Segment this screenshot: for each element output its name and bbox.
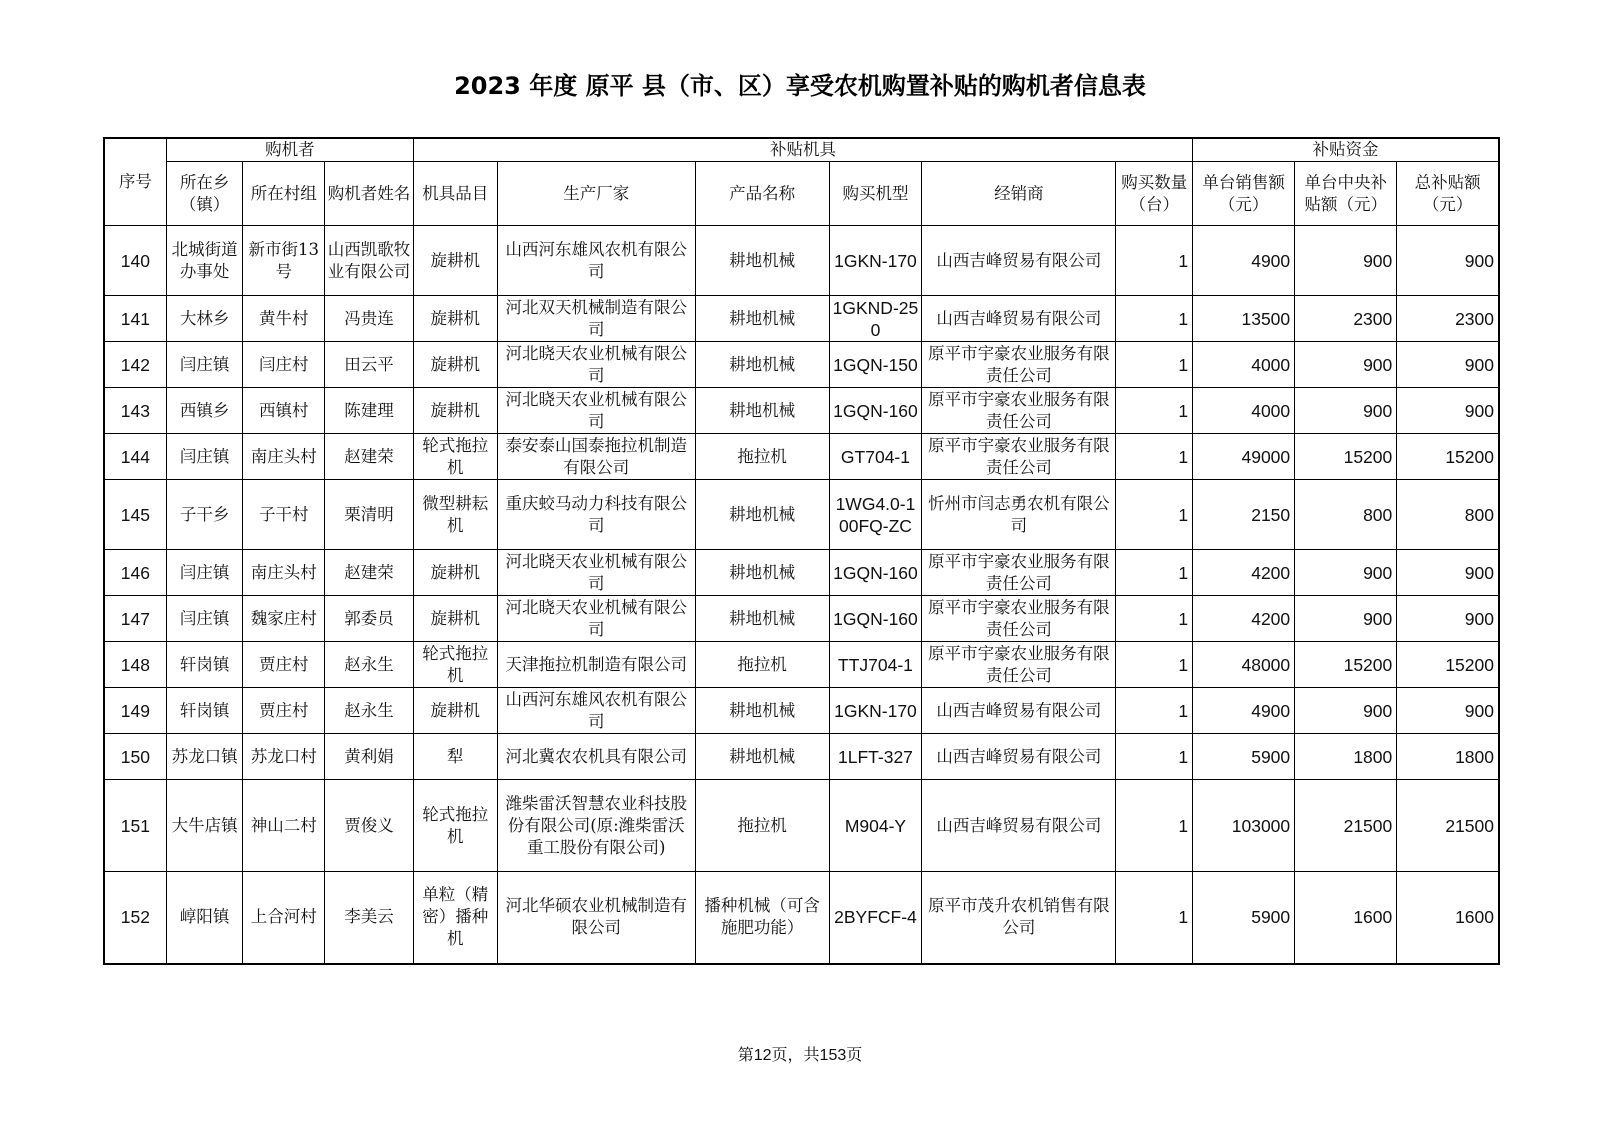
cell-dealer: 原平市宇豪农业服务有限责任公司 xyxy=(922,550,1116,596)
cell-model: GT704-1 xyxy=(829,434,922,480)
cell-seq: 142 xyxy=(104,342,166,388)
cell-buyer: 陈建理 xyxy=(325,388,414,434)
cell-manufacturer: 河北华硕农业机械制造有限公司 xyxy=(497,872,695,964)
cell-total: 15200 xyxy=(1397,642,1499,688)
cell-category: 旋耕机 xyxy=(413,688,497,734)
cell-manufacturer: 泰安泰山国泰拖拉机制造有限公司 xyxy=(497,434,695,480)
page-title: 2023 年度 原平 县（市、区）享受农机购置补贴的购机者信息表 xyxy=(454,72,1146,100)
cell-town: 大牛店镇 xyxy=(166,780,243,872)
cell-total: 900 xyxy=(1397,596,1499,642)
cell-seq: 148 xyxy=(104,642,166,688)
cell-qty: 1 xyxy=(1116,596,1193,642)
cell-qty: 1 xyxy=(1116,480,1193,550)
cell-central: 1800 xyxy=(1295,734,1397,780)
cell-village: 魏家庄村 xyxy=(243,596,325,642)
cell-buyer: 田云平 xyxy=(325,342,414,388)
cell-seq: 152 xyxy=(104,872,166,964)
cell-product: 耕地机械 xyxy=(695,734,829,780)
cell-village: 黄牛村 xyxy=(243,296,325,342)
cell-buyer: 赵建荣 xyxy=(325,434,414,480)
cell-price: 4000 xyxy=(1193,388,1295,434)
cell-central: 1600 xyxy=(1295,872,1397,964)
cell-town: 闫庄镇 xyxy=(166,550,243,596)
footer-suffix: 页 xyxy=(846,1045,863,1064)
cell-town: 闫庄镇 xyxy=(166,434,243,480)
cell-product: 耕地机械 xyxy=(695,226,829,296)
cell-qty: 1 xyxy=(1116,296,1193,342)
cell-village: 苏龙口村 xyxy=(243,734,325,780)
header-category: 机具品目 xyxy=(413,162,497,226)
cell-category: 旋耕机 xyxy=(413,296,497,342)
cell-price: 4900 xyxy=(1193,688,1295,734)
table-row xyxy=(104,434,1499,480)
cell-product: 耕地机械 xyxy=(695,388,829,434)
cell-buyer: 郭委员 xyxy=(325,596,414,642)
cell-model: 2BYFCF-4 xyxy=(829,872,922,964)
cell-dealer: 山西吉峰贸易有限公司 xyxy=(922,226,1116,296)
cell-village: 神山二村 xyxy=(243,780,325,872)
cell-category: 微型耕耘机 xyxy=(413,480,497,550)
cell-central: 800 xyxy=(1295,480,1397,550)
cell-product: 耕地机械 xyxy=(695,596,829,642)
header-group-buyer: 购机者 xyxy=(166,138,413,162)
cell-town: 子干乡 xyxy=(166,480,243,550)
cell-model: 1GQN-160 xyxy=(829,550,922,596)
cell-dealer: 原平市茂升农机销售有限公司 xyxy=(922,872,1116,964)
header-model: 购买机型 xyxy=(829,162,922,226)
header-qty: 购买数量（台） xyxy=(1116,162,1193,226)
table-row xyxy=(104,550,1499,596)
cell-manufacturer: 河北双天机械制造有限公司 xyxy=(497,296,695,342)
cell-town: 大林乡 xyxy=(166,296,243,342)
header-group-funds: 补贴资金 xyxy=(1193,138,1499,162)
cell-qty: 1 xyxy=(1116,226,1193,296)
footer-prefix: 第 xyxy=(737,1045,754,1064)
cell-village: 上合河村 xyxy=(243,872,325,964)
cell-manufacturer: 河北晓天农业机械有限公司 xyxy=(497,550,695,596)
cell-village: 南庄头村 xyxy=(243,550,325,596)
table-row xyxy=(104,296,1499,342)
buyer-info-table xyxy=(103,137,1500,965)
cell-total: 900 xyxy=(1397,342,1499,388)
cell-category: 旋耕机 xyxy=(413,388,497,434)
cell-model: 1WG4.0-100FQ-ZC xyxy=(829,480,922,550)
cell-model: M904-Y xyxy=(829,780,922,872)
cell-manufacturer: 天津拖拉机制造有限公司 xyxy=(497,642,695,688)
cell-model: 1GQN-160 xyxy=(829,388,922,434)
cell-village: 新市街13号 xyxy=(243,226,325,296)
cell-total: 21500 xyxy=(1397,780,1499,872)
page-footer xyxy=(0,1042,1600,1065)
cell-model: 1GQN-150 xyxy=(829,342,922,388)
cell-town: 轩岗镇 xyxy=(166,642,243,688)
cell-product: 耕地机械 xyxy=(695,688,829,734)
cell-model: 1GKND-250 xyxy=(829,296,922,342)
cell-manufacturer: 河北晓天农业机械有限公司 xyxy=(497,342,695,388)
cell-seq: 147 xyxy=(104,596,166,642)
cell-total: 2300 xyxy=(1397,296,1499,342)
header-total: 总补贴额（元） xyxy=(1397,162,1499,226)
cell-dealer: 原平市宇豪农业服务有限责任公司 xyxy=(922,642,1116,688)
cell-product: 拖拉机 xyxy=(695,642,829,688)
cell-price: 4900 xyxy=(1193,226,1295,296)
header-buyer: 购机者姓名 xyxy=(325,162,414,226)
cell-model: TTJ704-1 xyxy=(829,642,922,688)
footer-middle: 页，共 xyxy=(771,1045,820,1064)
cell-total: 1600 xyxy=(1397,872,1499,964)
cell-price: 48000 xyxy=(1193,642,1295,688)
cell-central: 900 xyxy=(1295,596,1397,642)
cell-price: 4000 xyxy=(1193,342,1295,388)
cell-product: 耕地机械 xyxy=(695,480,829,550)
cell-town: 轩岗镇 xyxy=(166,688,243,734)
cell-seq: 145 xyxy=(104,480,166,550)
cell-dealer: 原平市宇豪农业服务有限责任公司 xyxy=(922,388,1116,434)
cell-village: 子干村 xyxy=(243,480,325,550)
cell-qty: 1 xyxy=(1116,434,1193,480)
cell-town: 崞阳镇 xyxy=(166,872,243,964)
cell-category: 旋耕机 xyxy=(413,550,497,596)
cell-qty: 1 xyxy=(1116,388,1193,434)
cell-town: 北城街道办事处 xyxy=(166,226,243,296)
table-row xyxy=(104,872,1499,964)
cell-seq: 140 xyxy=(104,226,166,296)
table-row xyxy=(104,596,1499,642)
cell-total: 900 xyxy=(1397,688,1499,734)
cell-qty: 1 xyxy=(1116,734,1193,780)
cell-product: 播种机械（可含施肥功能） xyxy=(695,872,829,964)
cell-product: 耕地机械 xyxy=(695,342,829,388)
cell-town: 苏龙口镇 xyxy=(166,734,243,780)
cell-central: 2300 xyxy=(1295,296,1397,342)
cell-manufacturer: 潍柴雷沃智慧农业科技股份有限公司(原:潍柴雷沃重工股份有限公司) xyxy=(497,780,695,872)
header-seq: 序号 xyxy=(104,138,166,226)
header-dealer: 经销商 xyxy=(922,162,1116,226)
cell-buyer: 赵永生 xyxy=(325,688,414,734)
cell-model: 1GKN-170 xyxy=(829,688,922,734)
footer-page-number: 12 xyxy=(753,1047,772,1064)
cell-product: 拖拉机 xyxy=(695,434,829,480)
cell-town: 闫庄镇 xyxy=(166,342,243,388)
cell-category: 旋耕机 xyxy=(413,596,497,642)
cell-manufacturer: 河北晓天农业机械有限公司 xyxy=(497,388,695,434)
header-town: 所在乡（镇） xyxy=(166,162,243,226)
cell-price: 103000 xyxy=(1193,780,1295,872)
table-row xyxy=(104,226,1499,296)
cell-price: 4200 xyxy=(1193,550,1295,596)
cell-product: 耕地机械 xyxy=(695,550,829,596)
cell-buyer: 赵建荣 xyxy=(325,550,414,596)
cell-total: 900 xyxy=(1397,226,1499,296)
cell-town: 闫庄镇 xyxy=(166,596,243,642)
header-central: 单台中央补贴额（元） xyxy=(1295,162,1397,226)
cell-category: 旋耕机 xyxy=(413,226,497,296)
cell-qty: 1 xyxy=(1116,688,1193,734)
cell-manufacturer: 河北冀农农机具有限公司 xyxy=(497,734,695,780)
cell-qty: 1 xyxy=(1116,872,1193,964)
cell-dealer: 山西吉峰贸易有限公司 xyxy=(922,688,1116,734)
cell-central: 15200 xyxy=(1295,642,1397,688)
cell-category: 轮式拖拉机 xyxy=(413,642,497,688)
cell-dealer: 原平市宇豪农业服务有限责任公司 xyxy=(922,342,1116,388)
cell-total: 1800 xyxy=(1397,734,1499,780)
table-body xyxy=(104,226,1499,964)
cell-central: 900 xyxy=(1295,342,1397,388)
table-row xyxy=(104,780,1499,872)
cell-price: 4200 xyxy=(1193,596,1295,642)
cell-central: 21500 xyxy=(1295,780,1397,872)
cell-village: 南庄头村 xyxy=(243,434,325,480)
cell-village: 贾庄村 xyxy=(243,642,325,688)
cell-village: 贾庄村 xyxy=(243,688,325,734)
cell-model: 1GKN-170 xyxy=(829,226,922,296)
cell-buyer: 山西凯歌牧业有限公司 xyxy=(325,226,414,296)
cell-dealer: 忻州市闫志勇农机有限公司 xyxy=(922,480,1116,550)
cell-central: 900 xyxy=(1295,388,1397,434)
cell-central: 900 xyxy=(1295,226,1397,296)
cell-total: 900 xyxy=(1397,388,1499,434)
table-row xyxy=(104,688,1499,734)
header-village: 所在村组 xyxy=(243,162,325,226)
cell-price: 49000 xyxy=(1193,434,1295,480)
cell-seq: 151 xyxy=(104,780,166,872)
cell-manufacturer: 河北晓天农业机械有限公司 xyxy=(497,596,695,642)
cell-price: 5900 xyxy=(1193,872,1295,964)
cell-model: 1LFT-327 xyxy=(829,734,922,780)
cell-total: 15200 xyxy=(1397,434,1499,480)
cell-category: 轮式拖拉机 xyxy=(413,434,497,480)
cell-buyer: 黄利娟 xyxy=(325,734,414,780)
cell-dealer: 山西吉峰贸易有限公司 xyxy=(922,780,1116,872)
cell-seq: 146 xyxy=(104,550,166,596)
cell-dealer: 山西吉峰贸易有限公司 xyxy=(922,296,1116,342)
cell-qty: 1 xyxy=(1116,342,1193,388)
cell-seq: 149 xyxy=(104,688,166,734)
cell-price: 5900 xyxy=(1193,734,1295,780)
cell-central: 900 xyxy=(1295,550,1397,596)
cell-qty: 1 xyxy=(1116,642,1193,688)
cell-manufacturer: 山西河东雄风农机有限公司 xyxy=(497,688,695,734)
cell-buyer: 赵永生 xyxy=(325,642,414,688)
cell-category: 旋耕机 xyxy=(413,342,497,388)
cell-qty: 1 xyxy=(1116,780,1193,872)
header-product: 产品名称 xyxy=(695,162,829,226)
cell-total: 800 xyxy=(1397,480,1499,550)
cell-product: 拖拉机 xyxy=(695,780,829,872)
cell-dealer: 原平市宇豪农业服务有限责任公司 xyxy=(922,434,1116,480)
cell-village: 闫庄村 xyxy=(243,342,325,388)
header-group-machine: 补贴机具 xyxy=(413,138,1192,162)
cell-category: 轮式拖拉机 xyxy=(413,780,497,872)
cell-seq: 143 xyxy=(104,388,166,434)
cell-manufacturer: 山西河东雄风农机有限公司 xyxy=(497,226,695,296)
cell-model: 1GQN-160 xyxy=(829,596,922,642)
cell-seq: 150 xyxy=(104,734,166,780)
header-price: 单台销售额（元） xyxy=(1193,162,1295,226)
cell-product: 耕地机械 xyxy=(695,296,829,342)
table-row xyxy=(104,388,1499,434)
cell-price: 13500 xyxy=(1193,296,1295,342)
header-manufacturer: 生产厂家 xyxy=(497,162,695,226)
footer-total-pages: 153 xyxy=(819,1047,847,1064)
cell-village: 西镇村 xyxy=(243,388,325,434)
table-row xyxy=(104,480,1499,550)
cell-buyer: 冯贵连 xyxy=(325,296,414,342)
cell-buyer: 贾俊义 xyxy=(325,780,414,872)
cell-buyer: 李美云 xyxy=(325,872,414,964)
cell-dealer: 原平市宇豪农业服务有限责任公司 xyxy=(922,596,1116,642)
cell-town: 西镇乡 xyxy=(166,388,243,434)
cell-category: 单粒（精密）播种机 xyxy=(413,872,497,964)
cell-buyer: 栗清明 xyxy=(325,480,414,550)
cell-price: 2150 xyxy=(1193,480,1295,550)
table-row xyxy=(104,342,1499,388)
cell-central: 900 xyxy=(1295,688,1397,734)
cell-dealer: 山西吉峰贸易有限公司 xyxy=(922,734,1116,780)
cell-qty: 1 xyxy=(1116,550,1193,596)
table-row xyxy=(104,642,1499,688)
cell-seq: 144 xyxy=(104,434,166,480)
table-row xyxy=(104,734,1499,780)
cell-total: 900 xyxy=(1397,550,1499,596)
cell-category: 犁 xyxy=(413,734,497,780)
cell-central: 15200 xyxy=(1295,434,1397,480)
cell-seq: 141 xyxy=(104,296,166,342)
cell-manufacturer: 重庆蛟马动力科技有限公司 xyxy=(497,480,695,550)
